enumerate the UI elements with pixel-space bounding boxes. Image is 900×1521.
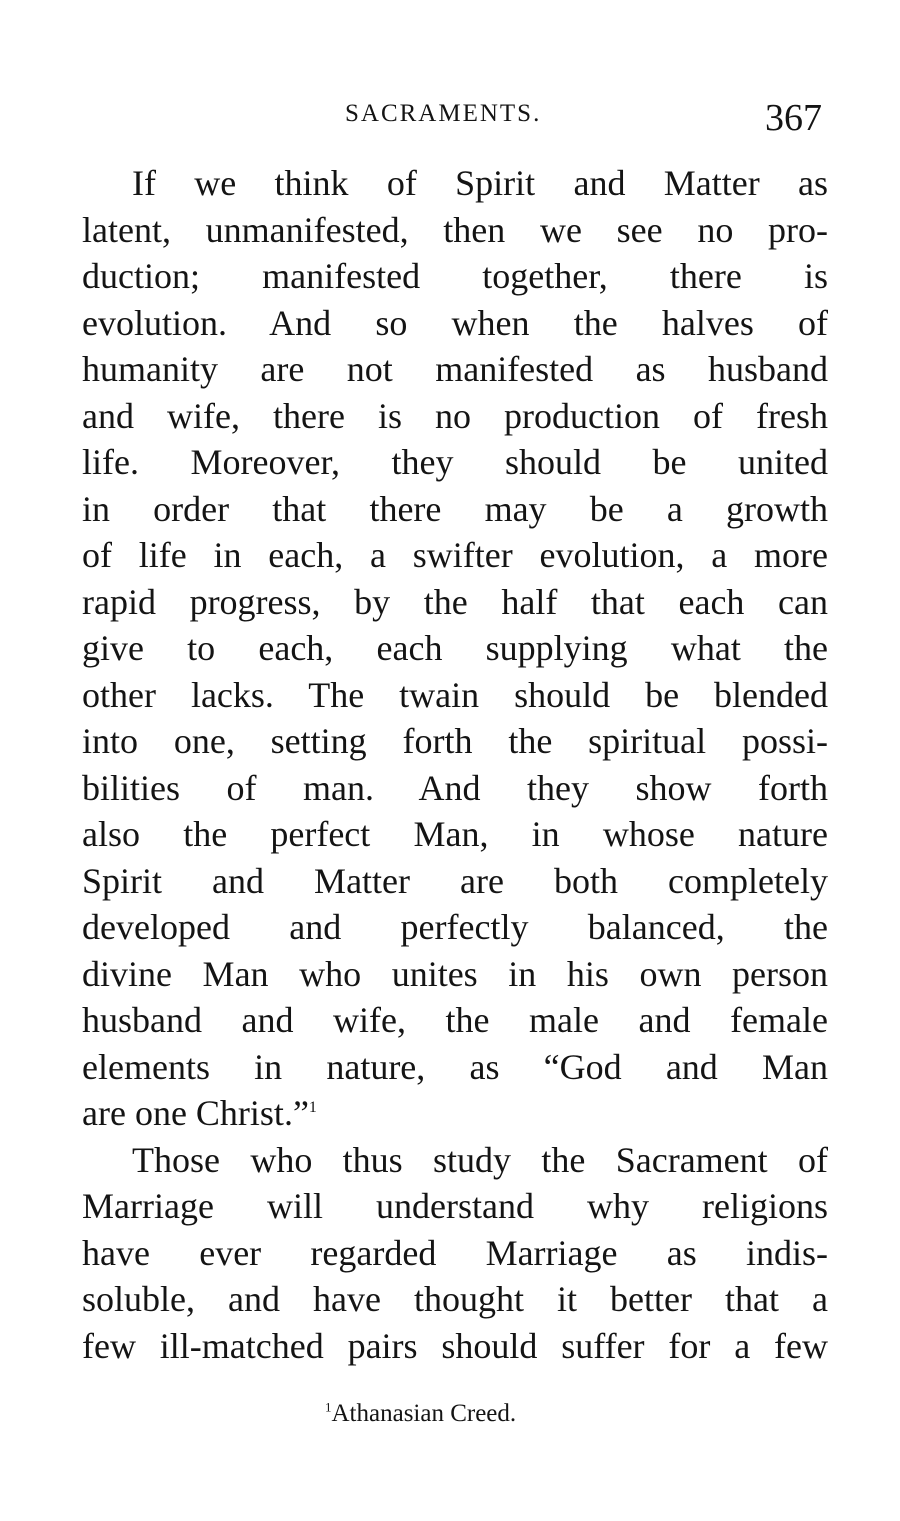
text-line: rapid progress, by the half that each can	[82, 581, 828, 622]
text-line: humanity are not manifested as husband	[82, 349, 828, 389]
text-line: also the perfect Man, in whose nature	[82, 814, 828, 854]
text-line: into one, setting forth the spiritual possi-	[82, 721, 828, 761]
running-head: SACRAMENTS.	[345, 100, 542, 127]
text-line: Those who thus study the Sacrament of	[132, 1139, 828, 1180]
text-line: Spirit and Matter are both completely	[82, 860, 828, 901]
text-line: evolution. And so when the halves of	[82, 302, 828, 343]
text-line: Marriage will understand why religions	[82, 1186, 828, 1226]
text-line: other lacks. The twain should be blended	[82, 674, 828, 715]
text-line-with-footnote	[82, 1090, 828, 1137]
footnote	[325, 1400, 516, 1428]
text-line: in order that there may be a growth	[82, 488, 828, 529]
footnote-text: Athanasian Creed.	[331, 1400, 517, 1427]
text-line: have ever regarded Marriage as indis-	[82, 1232, 828, 1273]
text-line: of life in each, a swifter evolution, a more	[82, 535, 828, 575]
page-number: 367	[765, 97, 822, 139]
text-line: husband and wife, the male and female	[82, 1000, 828, 1040]
text-line-content: are one Christ.”	[82, 1093, 309, 1133]
body-text	[82, 160, 828, 1369]
text-line: soluble, and have thought it better that a	[82, 1279, 828, 1319]
text-line: few ill-matched pairs should suffer for a few	[82, 1325, 828, 1366]
text-line: If we think of Spirit and Matter as	[132, 163, 828, 203]
text-line: duction; manifested together, there is	[82, 256, 828, 296]
footnote-mark: 1	[325, 1399, 332, 1415]
text-line: developed and perfectly balanced, the	[82, 907, 828, 947]
text-line: divine Man who unites in his own person	[82, 953, 828, 994]
text-line: latent, unmanifested, then we see no pro-	[82, 209, 828, 250]
text-line: elements in nature, as “God and Man	[82, 1046, 828, 1087]
text-line: give to each, each supplying what the	[82, 628, 828, 668]
text-line: bilities of man. And they show forth	[82, 767, 828, 808]
footnote-reference: 1	[308, 1099, 317, 1116]
text-line: and wife, there is no production of fresh	[82, 395, 828, 436]
text-line: life. Moreover, they should be united	[82, 442, 828, 482]
